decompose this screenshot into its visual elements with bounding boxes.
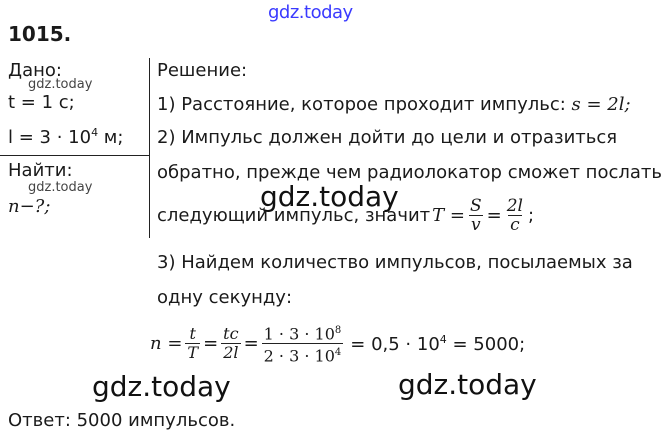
find-n: n−?; xyxy=(8,196,51,217)
watermark-bottom-left: gdz.today xyxy=(92,370,231,403)
solution-step2-line3: следующий импульс, значит T = $\frac{S}{v}$ = $\frac{2l}{c}$ ; xyxy=(157,196,535,235)
fraction-numeric: $\frac{1 \cdot 3 \cdot 10^8}{2 \cdot 3 \cdot 10^4}$ xyxy=(263,324,342,366)
watermark-small-find: gdz.today xyxy=(28,180,93,195)
given-t: t = 1 с; xyxy=(8,92,75,113)
given-heading: Дано: xyxy=(8,60,62,81)
fraction-s-over-v: $\frac{S}{v}$ xyxy=(469,196,482,235)
answer: Ответ: 5000 импульсов. xyxy=(8,410,236,431)
find-heading: Найти: xyxy=(8,160,73,181)
solution-step3-line2: одну секунду: xyxy=(157,287,293,308)
fraction-tc-over-2l: $\frac{tc}{2l}$ xyxy=(223,324,239,363)
solution-final-equation: n = $\frac{t}{T}$ = $\frac{tc}{2l}$ = $\frac{1 \cdot 3 \cdot 10^8}{2 \cdot 3 \cdot 10^4}$ = $0,5 \cdot 10^4 = 5000$; xyxy=(150,322,525,366)
solution-step2-line2: обратно, прежде чем радиолокатор сможет послать xyxy=(157,162,662,183)
solution-step2-line1: 2) Импульс должен дойти до цели и отразиться xyxy=(157,127,618,148)
solution-step1: 1) Расстояние, которое проходит импульс: s = 2l; xyxy=(157,94,631,115)
fraction-t-over-T: $\frac{t}{T}$ xyxy=(187,324,199,363)
problem-number: 1015. xyxy=(8,22,72,46)
watermark-bottom-right: gdz.today xyxy=(398,368,537,401)
watermark-middle: gdz.today xyxy=(260,180,399,213)
solution-heading: Решение: xyxy=(157,60,248,81)
watermark-small-given: gdz.today xyxy=(28,77,93,92)
divider-given-find xyxy=(0,155,149,156)
solution-step3-line1: 3) Найдем количество импульсов, посылаемых за xyxy=(157,252,633,273)
divider-vertical xyxy=(149,58,150,238)
watermark-top: gdz.today xyxy=(268,2,353,23)
given-l: $l = 3 \cdot 10^4$ м; xyxy=(8,126,124,148)
fraction-2l-over-c: $\frac{2l}{c}$ xyxy=(506,196,523,235)
